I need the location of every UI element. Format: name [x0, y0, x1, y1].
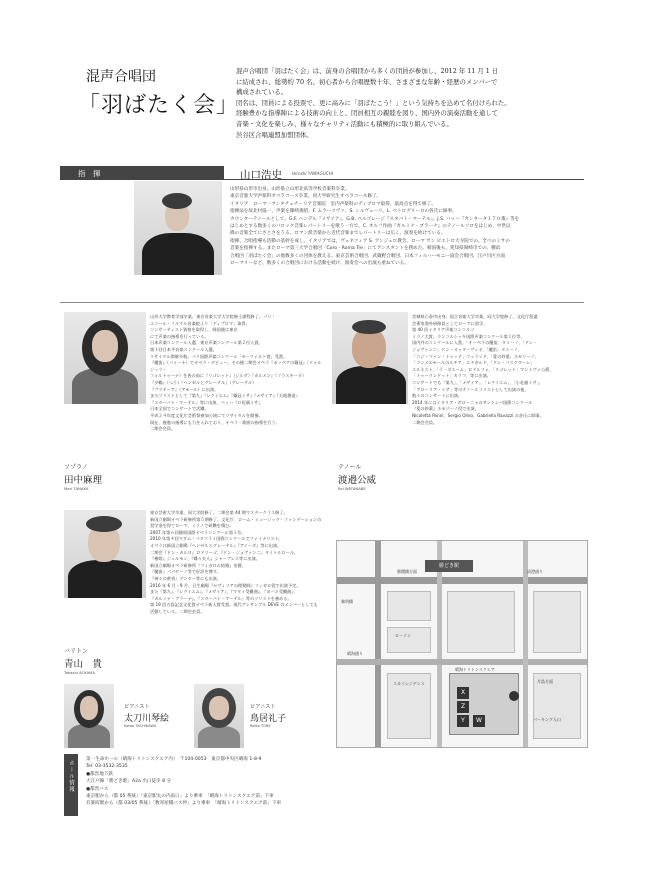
pianist2-name: 鳥居礼子	[250, 714, 287, 724]
conductor-label: 指 揮	[78, 169, 101, 178]
choir-intro	[236, 66, 576, 140]
soprano-name: 田中麻理	[64, 475, 103, 486]
bio-line: 二期会会員。	[150, 426, 176, 432]
access-map	[336, 540, 588, 748]
map-label: スカイレジデンス	[393, 681, 425, 686]
bio-line: 2016 年 6 月・9 月、日生劇場『セヴィリアの理髪師』フィガロ役で出演予定。	[150, 582, 301, 588]
bio-line: 『愛の妙薬』ネモリーノ役で出演。	[412, 406, 479, 412]
bio-line: ジョヴァンニ」ドン・オッターヴィオ、「魔笛」タミーノ、	[412, 346, 522, 352]
baritone-name: 青山 貴	[64, 659, 103, 670]
conductor-bar	[60, 166, 224, 180]
map-label: 晴海通り	[347, 651, 363, 656]
bio-line: 活動している。二期会会員。	[150, 608, 205, 614]
venue-label-bar	[64, 754, 78, 816]
tower-y: Y	[457, 715, 469, 727]
soprano-role: ソプラノ	[64, 464, 88, 471]
bio-line: 新国立劇場オペラ研修所『フィガロの結婚』伯爵、	[150, 562, 246, 568]
map-label: 清澄通り	[527, 569, 543, 574]
tower-z: Z	[457, 701, 469, 713]
bio-line: 『夕鶴』（つう）『ヘンゼルとグレーテル』（グレーテル）	[150, 379, 257, 385]
venue-line: ●都営地下鉄	[86, 771, 113, 777]
bio-line: 「ランメルモールのルチア」エドガルド、「ドン・パスクワーレ」	[412, 360, 535, 366]
bio-line: ローマリーなど、数多くの合唱団における活動を続け、演奏会への出演も重ねている。	[230, 261, 409, 267]
venue-line: 大江戸線「勝どき駅」A2a 出口徒歩 8 分	[86, 779, 172, 785]
bio-line: 二期会『ドン・カルロ』ロドリーゴ、『ドン・ジョヴァンニ』タイトルロール、	[150, 549, 298, 555]
bio-line: カウンターテノールとして、G.F. ヘンデル『メサイア』、G.B. ペルゴレージ『スタバト・マーテル』、J.S. バッハ『カンタータ１７０番』等を	[230, 216, 520, 222]
soprano-bio	[150, 314, 322, 433]
bio-line: 数々のコンサートに出演。	[412, 393, 463, 399]
map-label: 黎明橋	[341, 599, 353, 604]
soprano-name-en: Mari TANAKA	[64, 486, 89, 491]
venue-label: ホール情報	[68, 760, 74, 793]
bio-line: コンサーティスト資格を取得し、帰国後は東京	[150, 327, 238, 333]
baritone-bio	[150, 510, 322, 616]
bio-line: ミラノ大賞、ランコルシッキ国際声楽コンクール第１位等、	[412, 333, 525, 339]
bio-line: 『魔笛』パパゲーノ等で好評を博す。	[150, 569, 221, 575]
bio-line: リサイタル開催多数。パリ国際声楽コンクール「モーツァルト賞」受賞。	[150, 353, 288, 359]
pianist1-name: 太刀川琴絵	[124, 714, 170, 724]
tower-w: W	[473, 715, 485, 727]
conductor-name: 山口浩史	[240, 169, 282, 181]
bio-line: 「トゥーランドット」カラフ、等に出演。	[412, 373, 491, 379]
choir-name: 混声合唱団	[86, 69, 156, 85]
intro-line: 音楽・文化を楽しみ、様々なチャリティ活動にも積極的に取り組んでいる。	[236, 119, 453, 128]
pianist1-role: ピアニスト	[124, 704, 150, 710]
bio-line: 山形県山形市出身。山形県立山形北高等学校音楽科卒業。	[230, 187, 350, 192]
bio-line: 2007 年第６回静岡国際オペラコンクール第１位。	[150, 529, 246, 535]
tower-x: X	[457, 687, 469, 699]
venue-line: 有楽町駅から（都 03/05 系統）「数寄屋橋バス停」より乗車 「晴海トリトンスクエア前」下車	[86, 801, 282, 807]
bio-line: 『椿姫』ジェルモン、『蝶々夫人』シャープレス等に出演。	[150, 556, 260, 562]
pianist2-name-en: Reiko TORII	[250, 724, 271, 728]
bio-line: 『スターバト・マーテル』等に出演、バッハ『ロ短調ミサ』	[150, 399, 263, 405]
intro-line: 渋谷区合唱連盟加盟団体。	[236, 130, 313, 139]
bio-line: 第１回日本平音楽コンクール入選。	[150, 346, 217, 352]
map-label: ローソン	[395, 633, 411, 638]
bio-line: 『神々の黄昏』グンター等にも出演。	[150, 575, 222, 581]
bio-line: 芸術家海外研修員としてローマに留学。	[412, 320, 488, 326]
venue-line: ●都営バス	[86, 786, 109, 792]
parking-icon	[509, 691, 519, 701]
bio-line: 奨学金を得てローマ、ミラノで研鑽を積む。	[150, 523, 234, 529]
bio-line: 東京芸術大学卒業、同大学院修了。二期会第 44 期マスタークラス修了。	[150, 510, 288, 515]
bio-line: Nicoletta Panni、Sergio Olivo、Gabriella Ravazzi の各氏に師事。	[412, 412, 544, 418]
bio-line: 宮城県石巻市出身。国立音楽大学卒業、同大学院修了。文化庁派遣	[412, 314, 538, 319]
map-label: 勝鬨橋方面	[397, 569, 417, 574]
bio-line: 『魔笛』（パミーナ）でオペラ・デビュー。その後二期会オペラ『ポッペアの戴冠』（ドゥルジッラ・	[150, 360, 322, 372]
pianist1-photo	[64, 684, 114, 748]
bio-line: 「コジ・ファン・トゥッテ」フェランド、「愛の妙薬」ネモリーノ、	[412, 353, 539, 359]
choir-title: 「羽ばたく会」	[78, 93, 240, 118]
bio-line: 第 19 回五島記念文化賞オペラ新人賞受賞。現代アンサンブル DEVE のメンバーとしても	[150, 602, 318, 608]
bio-line: エコール・ノルマル音楽院より「ディプロマ」取得。	[150, 320, 250, 326]
map-label: 晴海トリトンスクエア	[455, 667, 495, 672]
bio-line: コンサートでも「第九」、「メサイア」、「レクイエム」、「小荘厳ミサ」、	[412, 379, 544, 385]
intro-line: 構成されている。	[236, 88, 288, 97]
bio-line: はじめとする数多くのバロック音楽レパートリーを歌う一方で、C. オルフ作曲『カルミナ・ブラーナ』のテノールソロをはじめ、中世以	[230, 224, 511, 230]
venue-info	[86, 756, 586, 808]
bio-line: またソリストとして『第九』『レクイエム』『戴冠ミサ』『メサイア』『天地創造』	[150, 393, 300, 399]
bio-line: 国内外のコンクールに入賞。「オーペラの魔笛」タミーノ、「ドン・	[412, 340, 538, 346]
pianist2-role: ピアニスト	[250, 704, 276, 710]
bio-line: 日本全国でコンサートで活躍。	[150, 406, 209, 412]
bio-line: 指揮、合唱指導も活動の基幹を成し、イタリアでは、ヴェネツィア S. アンジェロ教会、ローマ サン ピエトロ大寺院での、全べのミサの	[230, 238, 510, 244]
tenor-name: 渡邉公威	[338, 475, 377, 486]
bio-line: 2014 年にはイタリア・ボローニャのサントンバ国際コンクール	[412, 399, 533, 405]
venue-line: 東京駅から（都 05 系統）「東京駅丸の内南口」より乗車 「晴海トリトンスクエア前」下車	[86, 794, 274, 800]
station-badge: 勝どき駅	[425, 560, 473, 572]
map-label: パーキング入口	[533, 717, 561, 722]
bio-line: 日本声楽コンクール入選、東京声楽コンクール第２位入賞。	[150, 340, 263, 346]
bio-line: 東京音楽大学声楽科オペラコース卒業、同大学研究生オペラコース修了。	[230, 194, 382, 200]
conductor-photo	[134, 181, 222, 275]
pianist1-name-en: Kotoe TACHIKAWA	[124, 724, 157, 728]
bio-line: 二期会会員。	[412, 419, 438, 425]
bio-line: 平成２４年度文化庁芸術祭参加公演にてリサイタルを開催。	[150, 412, 263, 418]
intro-line: 経験豊かな指導陣による技術の向上と、団員相互の親睦を図り、国内外の演奏活動を通して	[236, 109, 499, 118]
bio-line: 『プラテーア』（アモール）に出演。	[150, 386, 219, 392]
map-label: 月島方面	[537, 679, 553, 684]
bio-line: また『第九』、『レクイエム』、『メサイア』、『マタイ受難曲』、『ヨハネ受難曲』、	[150, 589, 298, 595]
tenor-bio	[412, 314, 586, 426]
intro-line: 混声合唱団「羽ばたく会」は、前身の合唱団から多くの団員が参加し、2012 年 11 月 1 日	[236, 67, 499, 75]
bio-line: 指揮法を故北村協一、声楽を篠崎義昭、F. ムラーツヴァ、S. シルヴェーリ、L. ペトログリーロの各氏に師事。	[230, 209, 457, 215]
intro-line: に結成され、総勢約 70 名、初心者から合唱歴数十年、さまざまな年齢・経歴のメンバーで	[236, 77, 498, 86]
bio-line: 合唱団「羽ばたく会」の他数多くの団体を教える。東京芸術合唱団、武蔵野合唱団、日本フィルハーモニー協会合唱団、江戸川区方面	[230, 253, 505, 259]
bio-line: 2010 年第４回マダム・バタフライ国際コンクールでファイナリスト。	[150, 536, 283, 542]
venue-line: Tel: 03-3532-3535	[86, 764, 128, 770]
intro-line: 団名は、団員による投票で、更に高みに「羽ばたこう！」という気持ちを込めて名付けられた。	[236, 98, 511, 107]
bio-line: フォルトゥーナ）を皆の前に『リゴレット』（ジルダ）『カルメン』（フラスキータ）	[150, 373, 307, 379]
bio-line: 山形大学教育学部卒業。東京音楽大学大学院修士課程修了。パリ・	[150, 314, 276, 319]
bio-line: オペラは新国立劇場『ヘンゼルとグレーテル』『アイーダ』等に出演。	[150, 542, 282, 548]
bio-line: 降の音楽全てにさとさをうる。ロマン派音楽から近代音楽までレパートリーは広く、演奏を続けている。	[230, 231, 446, 237]
soprano-photo	[64, 312, 146, 404]
baritone-role: バリトン	[64, 648, 89, 655]
baritone-photo	[64, 510, 146, 598]
bio-line: 音楽を指揮する。またローマ第三大学合唱団「Coro - Roma Tre」にてアシスタントを務めた。帰国後も、愛知県岡崎市での、横浜	[230, 246, 501, 252]
bio-line: 現在、後進の指導にも力を入れており、オペラ・歌曲の指導を行う。	[150, 419, 280, 425]
bio-line: 「グローリア・ミサ」等のテノールソリストとして出演の他、	[412, 386, 529, 392]
tenor-role: テノール	[338, 464, 362, 471]
conductor-name-en: Hiroshi YAMAGUCHI	[292, 171, 334, 176]
bio-line: 『カルミナ・ブラーナ』、『スターバト・マーテル』等のソリストを務める。	[150, 595, 292, 601]
bio-line: イタリア ローマ・サンタチェチーリア音楽院 室内声楽科のディプロマ取得、最高点を得て修了。	[230, 201, 436, 207]
conductor-bio	[230, 186, 588, 267]
bio-line: にて声楽の指導を行っている。	[150, 333, 209, 339]
pianist2-photo	[194, 684, 244, 748]
bio-line: エルネスト、「ラ・ボエーム」ロドルフォ、「リゴレット」マントヴァ公爵、	[412, 366, 554, 372]
bio-line: 新国立劇場オペラ研修所第５期修了。文化庁、ローム・ミュージック・ファンデーションの	[150, 516, 322, 522]
venue-line: 第一生命ホール（晴海トリトンスクエア内） 〒104-0053 東京都中央区晴海 1-8-9	[86, 757, 262, 762]
bio-line: 第 40 回イタリア声楽コンコルソ	[412, 327, 475, 333]
section-divider	[60, 302, 584, 303]
tenor-photo	[332, 312, 408, 404]
tenor-name-en: Koi WATANABE	[338, 486, 366, 491]
baritone-name-en: Takashi AOYAMA	[64, 670, 95, 675]
